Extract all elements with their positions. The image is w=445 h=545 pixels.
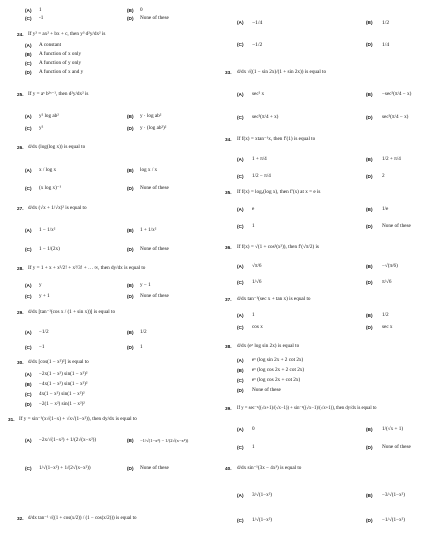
q33-option-d: sec²(π/4 − x) bbox=[382, 114, 409, 120]
q32-option-b: 1/2 bbox=[382, 20, 390, 26]
option-label-a: (A) bbox=[237, 92, 244, 97]
option-label-a: (A) bbox=[25, 330, 32, 335]
q25-option-d: y · (log ab²)² bbox=[140, 125, 167, 131]
question-stem: d/dx [tan⁻¹(cos x / (1 + sin x))] is equal to bbox=[28, 309, 116, 315]
option-label-b: (B) bbox=[366, 264, 373, 269]
option-label-a: (A) bbox=[237, 313, 244, 318]
option-label-d: (D) bbox=[366, 325, 373, 330]
question-number: 27. bbox=[17, 206, 24, 211]
option-label-c: (C) bbox=[237, 518, 244, 523]
question-number: 26. bbox=[17, 145, 24, 150]
q28-option-a: y bbox=[39, 282, 42, 288]
option-label-d: (D) bbox=[366, 224, 373, 229]
option-label-c: (C) bbox=[237, 224, 244, 229]
q36-option-d: π/√6 bbox=[382, 279, 392, 285]
q34-option-d: 2 bbox=[382, 173, 385, 179]
option-label-b: (B) bbox=[127, 168, 134, 173]
option-label-d: (D) bbox=[127, 186, 134, 191]
q33-option-a: sec² x bbox=[252, 91, 265, 97]
option-label-d: (D) bbox=[366, 42, 373, 47]
option-label-b: (B) bbox=[127, 330, 134, 335]
q32-option-c: −1/2 bbox=[252, 42, 263, 48]
option-label-d: (D) bbox=[127, 126, 134, 131]
option-label-b: (B) bbox=[366, 207, 373, 212]
q26-option-a: x / log x bbox=[39, 167, 57, 173]
q35-option-a: e bbox=[252, 206, 255, 212]
question-stem: d/dx (√x + 1/√x)² is equal to bbox=[28, 205, 87, 211]
q26-option-d: None of these bbox=[140, 185, 169, 191]
option-label-c: (C) bbox=[237, 325, 244, 330]
option-label-c: (C) bbox=[25, 186, 32, 191]
option-label-a: (A) bbox=[237, 20, 244, 25]
q32-option-d: 1/4 bbox=[382, 42, 390, 48]
option-label-b: (B) bbox=[25, 382, 32, 387]
q24-option-b: A function of x only bbox=[39, 51, 82, 57]
option-label-a: (A) bbox=[25, 168, 32, 173]
option-label-b: (B) bbox=[127, 114, 134, 119]
q39-option-c: 1 bbox=[252, 444, 255, 450]
q30-option-a: −2x(1 − x²) sin(1 − x²)² bbox=[39, 371, 88, 377]
q28-option-d: None of these bbox=[140, 293, 169, 299]
option-label-b: (B) bbox=[366, 20, 373, 25]
option-label-d: (D) bbox=[25, 70, 32, 75]
question-stem: If f(x) = logₓ(log x), then f′(x) at x = e is bbox=[237, 189, 321, 195]
option-label-d: (D) bbox=[366, 174, 373, 179]
option-label-d: (D) bbox=[237, 388, 244, 393]
option-label-b: (B) bbox=[366, 313, 373, 318]
question-number: 25. bbox=[17, 92, 24, 97]
question-number: 38. bbox=[225, 344, 232, 349]
question-stem: If y² = ax² + bx + c, then y³ d²y/dx² is bbox=[28, 31, 106, 37]
option-label-c: (C) bbox=[25, 16, 32, 21]
q35-option-d: None of these bbox=[382, 223, 411, 229]
option-label-b: (B) bbox=[366, 92, 373, 97]
q34-option-c: 1/2 − π/4 bbox=[252, 173, 271, 179]
option-label-a: (A) bbox=[25, 372, 32, 377]
q25-option-a: y² log ab² bbox=[39, 113, 59, 119]
q33-option-b: −sec²(π/4 − x) bbox=[382, 91, 412, 97]
q23-option-a: 1 bbox=[39, 7, 42, 13]
q38-option-c: eˣ (log cos 2x + cot 2x) bbox=[252, 377, 301, 383]
q33-option-c: sec²(π/4 + x) bbox=[252, 114, 279, 120]
option-label-b: (B) bbox=[127, 8, 134, 13]
q34-option-b: 1/2 + π/4 bbox=[382, 156, 401, 162]
q24-option-d: A function of x and y bbox=[39, 69, 84, 75]
option-label-d: (D) bbox=[127, 345, 134, 350]
question-number: 29. bbox=[17, 310, 24, 315]
option-label-a: (A) bbox=[25, 438, 32, 443]
q32-option-a: −1/4 bbox=[252, 20, 263, 26]
option-label-a: (A) bbox=[25, 43, 32, 48]
option-label-c: (C) bbox=[25, 247, 32, 252]
right-column bbox=[222, 0, 445, 545]
question-number: 37. bbox=[225, 297, 232, 302]
q24-option-c: A function of y only bbox=[39, 60, 82, 66]
q23-option-d: None of these bbox=[140, 15, 169, 21]
q30-option-c: 4x(1 − x²) sin(1 − x²)² bbox=[39, 391, 85, 397]
option-label-d: (D) bbox=[366, 445, 373, 450]
question-stem: If f(x) = √(1 + cos²(x²)), then f′(√π/2) is bbox=[237, 244, 319, 250]
question-number: 36. bbox=[225, 245, 232, 250]
q40-option-b: −3/√(1−x²) bbox=[382, 492, 405, 498]
q25-option-b: y · log ab² bbox=[140, 113, 162, 119]
q34-option-a: 1 + π/4 bbox=[252, 156, 267, 162]
q27-option-b: 1 + 1/x² bbox=[140, 227, 157, 233]
option-label-a: (A) bbox=[237, 157, 244, 162]
option-label-a: (A) bbox=[25, 8, 32, 13]
q31-option-b: −1/√(1−x²) − 1/(2√(x−x²)) bbox=[140, 438, 189, 443]
option-label-d: (D) bbox=[127, 16, 134, 21]
q26-option-c: (x log x)⁻¹ bbox=[39, 185, 62, 191]
question-number: 32. bbox=[17, 516, 24, 521]
q31-option-a: −2x/√(1−x²) + 1/(2√(x−x²)) bbox=[39, 437, 97, 443]
q35-option-c: 1 bbox=[252, 223, 255, 229]
option-label-a: (A) bbox=[237, 427, 244, 432]
q30-option-d: −2(1 − x²) sin(1 − x²)² bbox=[39, 401, 85, 407]
option-label-a: (A) bbox=[237, 358, 244, 363]
question-stem: d/dx [cos(1 − x²)²] is equal to bbox=[28, 359, 89, 365]
option-label-c: (C) bbox=[237, 445, 244, 450]
option-label-b: (B) bbox=[237, 368, 244, 373]
option-label-b: (B) bbox=[127, 438, 134, 443]
question-stem: If y = aˣ b²ˣ⁻¹, then d²y/dx² is bbox=[28, 91, 89, 97]
question-number: 34. bbox=[225, 137, 232, 142]
q29-option-b: 1/2 bbox=[140, 329, 147, 335]
q39-option-a: 0 bbox=[252, 426, 255, 432]
option-label-c: (C) bbox=[25, 294, 32, 299]
question-stem: d/dx (log(log x)) is equal to bbox=[28, 144, 86, 150]
q36-option-a: √π/6 bbox=[252, 263, 262, 269]
option-label-c: (C) bbox=[25, 392, 32, 397]
option-label-b: (B) bbox=[25, 52, 32, 57]
option-label-d: (D) bbox=[366, 115, 373, 120]
q40-option-c: 1/√(1−x²) bbox=[252, 517, 273, 523]
question-stem: d/dx tan⁻¹(sec x + tan x) is equal to bbox=[237, 296, 311, 302]
question-stem: If f(x) = xtan⁻¹x, then f′(1) is equal to bbox=[237, 136, 316, 142]
option-label-b: (B) bbox=[127, 228, 134, 233]
q39-option-d: None of these bbox=[382, 444, 411, 450]
q23-option-c: -1 bbox=[39, 15, 44, 21]
question-number: 31. bbox=[8, 417, 15, 422]
q29-option-c: −1 bbox=[39, 344, 45, 350]
q40-option-a: 3/√(1−x²) bbox=[252, 492, 273, 498]
q27-option-d: None of these bbox=[140, 246, 169, 252]
option-label-b: (B) bbox=[366, 157, 373, 162]
option-label-c: (C) bbox=[237, 280, 244, 285]
question-stem: d/dx (eˣ log sin 2x) is equal to bbox=[237, 343, 300, 349]
option-label-a: (A) bbox=[237, 207, 244, 212]
question-number: 35. bbox=[225, 190, 232, 195]
question-number: 30. bbox=[17, 360, 24, 365]
option-label-d: (D) bbox=[366, 518, 373, 523]
option-label-c: (C) bbox=[25, 345, 32, 350]
q27-option-a: 1 − 1/x² bbox=[39, 227, 56, 233]
q38-option-b: eˣ (log cos 2x + 2 cot 2x) bbox=[252, 367, 305, 373]
q35-option-b: 1/e bbox=[382, 206, 389, 212]
q38-option-a: eˣ (log sin 2x + 2 cot 2x) bbox=[252, 357, 304, 363]
question-stem: d/dx sin⁻¹(3x − 4x³) is equal to bbox=[237, 465, 302, 471]
q37-option-d: sec x bbox=[382, 324, 393, 330]
q37-option-b: 1/2 bbox=[382, 312, 389, 318]
q39-option-b: 1/(√x + 1) bbox=[382, 426, 404, 432]
q27-option-c: 1 − 1/(2x) bbox=[39, 246, 60, 252]
option-label-d: (D) bbox=[127, 466, 134, 471]
option-label-a: (A) bbox=[237, 493, 244, 498]
q38-option-d: None of these bbox=[252, 387, 281, 393]
q29-option-d: 1 bbox=[140, 344, 143, 350]
q36-option-b: −√(π/6) bbox=[382, 263, 398, 269]
option-label-c: (C) bbox=[25, 466, 32, 471]
question-number: 40. bbox=[225, 466, 232, 471]
question-stem: If y = sin⁻¹(x√(1−x) + √x√(1−x²)), then dy/dx is equal to bbox=[19, 416, 137, 422]
option-label-b: (B) bbox=[127, 283, 134, 288]
question-stem: If y = 1 + x + x²/2! + x³/3! + … ∞, then dy/dx is equal to bbox=[28, 265, 146, 271]
q36-option-c: 1/√6 bbox=[252, 279, 262, 285]
q31-option-d: None of these bbox=[140, 465, 169, 471]
option-label-d: (D) bbox=[127, 247, 134, 252]
option-label-c: (C) bbox=[237, 115, 244, 120]
question-number: 33. bbox=[225, 70, 232, 75]
q30-option-b: −4x(1 − x²) sin(1 − x²)² bbox=[39, 381, 88, 387]
question-stem: If y = sec⁻¹((√x+1)/(√x−1)) + sin⁻¹((√x−1)/(√x+1)), then dy/dx is equal to bbox=[237, 406, 377, 411]
question-number: 39. bbox=[225, 406, 232, 411]
q31-option-c: 1/√(1−x²) + 1/(2√(x−x²)) bbox=[39, 465, 91, 471]
option-label-c: (C) bbox=[25, 126, 32, 131]
option-label-c: (C) bbox=[237, 42, 244, 47]
q24-option-a: A constant bbox=[39, 42, 62, 48]
option-label-c: (C) bbox=[25, 61, 32, 66]
q29-option-a: −1/2 bbox=[39, 329, 49, 335]
question-number: 28. bbox=[17, 266, 24, 271]
option-label-b: (B) bbox=[366, 493, 373, 498]
q40-option-d: −1/√(1−x²) bbox=[382, 517, 405, 523]
option-label-a: (A) bbox=[25, 114, 32, 119]
question-stem: d/dx √((1 − sin 2x)/(1 + sin 2x)) is equal to bbox=[237, 69, 327, 75]
q23-option-b: 0 bbox=[140, 7, 143, 13]
left-column bbox=[0, 0, 222, 545]
option-label-c: (C) bbox=[237, 378, 244, 383]
option-label-d: (D) bbox=[366, 280, 373, 285]
option-label-a: (A) bbox=[25, 283, 32, 288]
q25-option-c: y² bbox=[39, 125, 44, 131]
q37-option-a: 1 bbox=[252, 312, 255, 318]
option-label-d: (D) bbox=[127, 294, 134, 299]
q28-option-b: y − 1 bbox=[140, 282, 151, 288]
question-stem: d/dx tan⁻¹ √((1 + cos(x/2)) / (1 − cos(x/2))) is equal to bbox=[28, 516, 137, 521]
option-label-d: (D) bbox=[25, 402, 32, 407]
option-label-b: (B) bbox=[366, 427, 373, 432]
q37-option-c: cos x bbox=[252, 324, 263, 330]
option-label-c: (C) bbox=[237, 174, 244, 179]
option-label-a: (A) bbox=[25, 228, 32, 233]
q28-option-c: y + 1 bbox=[39, 293, 50, 299]
q26-option-b: log x / x bbox=[140, 167, 158, 173]
option-label-a: (A) bbox=[237, 264, 244, 269]
question-number: 24. bbox=[17, 32, 24, 37]
